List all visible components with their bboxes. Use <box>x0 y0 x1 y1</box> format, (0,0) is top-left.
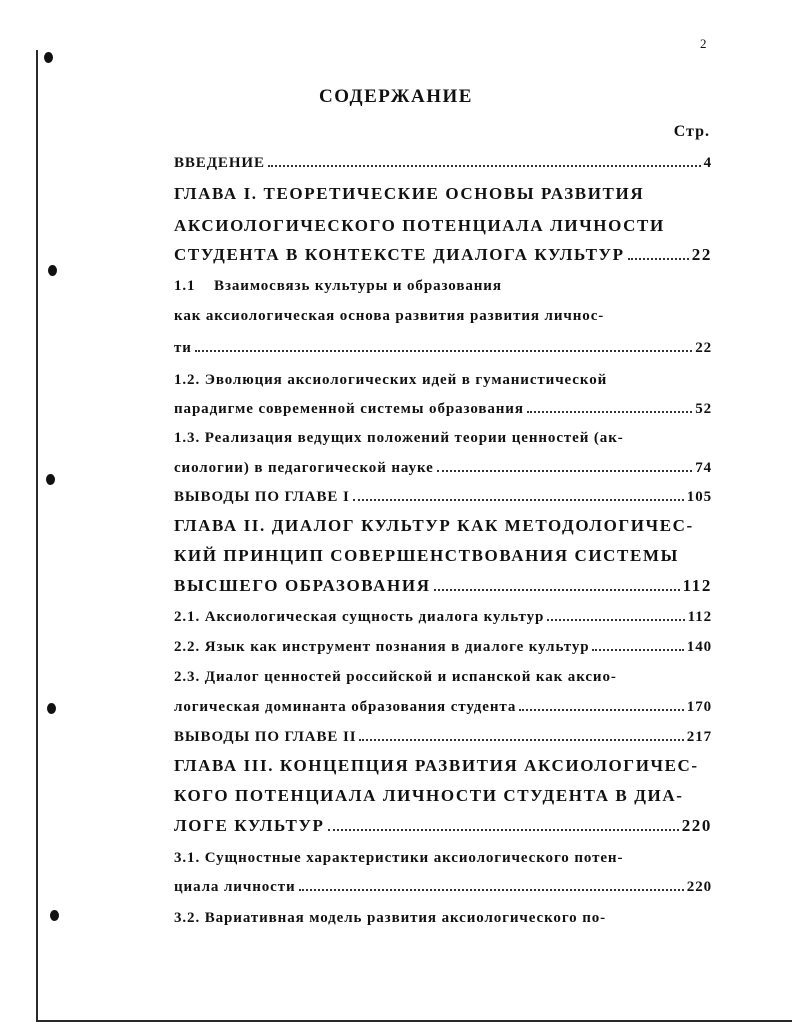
toc-entry-text: ГЛАВА I. ТЕОРЕТИЧЕСКИЕ ОСНОВЫ РАЗВИТИЯ <box>174 184 645 203</box>
dot-leader <box>437 470 692 472</box>
toc-heading-line <box>174 784 712 806</box>
toc-entry <box>174 484 712 506</box>
punch-hole-mark <box>44 52 53 63</box>
toc-entry-page: 140 <box>686 639 712 655</box>
punch-hole-mark <box>47 703 56 714</box>
punch-hole-mark <box>48 265 57 276</box>
dot-leader <box>353 499 684 501</box>
punch-hole-mark <box>50 910 59 921</box>
toc-entry <box>174 150 712 172</box>
toc-entry-text: сиологии) в педагогической науке <box>174 460 434 476</box>
scan-bottom-edge <box>36 1020 792 1022</box>
toc-entry-text: логическая доминанта образования студента <box>174 699 517 715</box>
dot-leader <box>628 258 689 260</box>
scan-left-edge <box>36 50 38 1022</box>
toc-entry-text: 2.2. Язык как инструмент познания в диалоге культур <box>174 639 590 655</box>
toc-entry <box>174 335 712 357</box>
toc-entry-page: 74 <box>695 460 712 476</box>
toc-entry-text: 2.3. Диалог ценностей российской и испанской как аксио- <box>174 669 617 685</box>
toc-entry-text: ВЫСШЕГО ОБРАЗОВАНИЯ <box>174 576 431 595</box>
toc-entry-page: 170 <box>686 699 712 715</box>
toc-entry-text: 3.2. Вариативная модель развития аксиологического по- <box>174 910 607 926</box>
toc-text-line <box>174 905 712 927</box>
punch-hole-mark <box>46 474 55 485</box>
toc-entry-text: ГЛАВА II. ДИАЛОГ КУЛЬТУР КАК МЕТОДОЛОГИЧЕС- <box>174 516 694 535</box>
page-column-label: Стр. <box>673 123 710 140</box>
toc-text-line <box>174 845 712 867</box>
toc-entry-text: ВЫВОДЫ ПО ГЛАВЕ I <box>174 489 350 505</box>
toc-entry-text: как аксиологическая основа развития развития личнос- <box>174 308 605 324</box>
toc-entry-text: СТУДЕНТА В КОНТЕКСТЕ ДИАЛОГА КУЛЬТУР <box>174 245 625 264</box>
dot-leader <box>592 649 683 651</box>
toc-entry <box>174 874 712 896</box>
toc-entry <box>174 396 712 418</box>
toc-entry-text: 3.1. Сущностные характеристики аксиологического потен- <box>174 850 624 866</box>
toc-heading-line <box>174 754 712 776</box>
dot-leader <box>359 739 683 741</box>
toc-entry-page: 220 <box>681 816 712 835</box>
toc-entry <box>174 604 712 626</box>
toc-entry-page: 220 <box>686 879 712 895</box>
dot-leader <box>299 889 684 891</box>
toc-text-line <box>174 303 712 325</box>
toc-text-line <box>174 367 712 389</box>
toc-text-line <box>174 273 712 295</box>
dot-leader <box>328 829 679 831</box>
toc-entry-text: парадигме современной системы образования <box>174 401 524 417</box>
toc-entry <box>174 634 712 656</box>
toc-entry-page: 22 <box>691 245 712 264</box>
dot-leader <box>268 165 701 167</box>
toc-entry-text: 1.1 Взаимосвязь культуры и образования <box>174 278 502 294</box>
toc-entry-text: ЛОГЕ КУЛЬТУР <box>174 816 325 835</box>
toc-entry <box>174 724 712 746</box>
toc-entry-text: 1.2. Эволюция аксиологических идей в гуманистической <box>174 372 608 388</box>
toc-entry-page: 52 <box>695 401 712 417</box>
dot-leader <box>527 411 692 413</box>
toc-entry-page: 22 <box>695 340 712 356</box>
page-number: 2 <box>700 36 707 51</box>
toc-heading-line <box>174 514 712 536</box>
toc-entry <box>174 455 712 477</box>
toc-entry-text: циала личности <box>174 879 296 895</box>
toc-text-line <box>174 664 712 686</box>
dot-leader <box>434 589 680 591</box>
dot-leader <box>547 619 684 621</box>
dot-leader <box>519 709 684 711</box>
toc-entry <box>174 574 712 596</box>
toc-entry-text: ВВЕДЕНИЕ <box>174 155 265 171</box>
toc-entry-page: 217 <box>686 729 712 745</box>
toc-entry-page: 105 <box>686 489 712 505</box>
toc-entry-page: 4 <box>703 155 712 171</box>
toc-heading-line <box>174 182 712 204</box>
toc-entry <box>174 243 712 265</box>
toc-entry-text: АКСИОЛОГИЧЕСКОГО ПОТЕНЦИАЛА ЛИЧНОСТИ <box>174 216 665 235</box>
toc-entry <box>174 694 712 716</box>
toc-entry-text: 2.1. Аксиологическая сущность диалога культур <box>174 609 545 625</box>
toc-entry-text: ГЛАВА III. КОНЦЕПЦИЯ РАЗВИТИЯ АКСИОЛОГИЧЕС- <box>174 756 699 775</box>
toc-entry-text: ВЫВОДЫ ПО ГЛАВЕ II <box>174 729 357 745</box>
toc-entry <box>174 814 712 836</box>
toc-entry-text: ти <box>174 340 192 356</box>
dot-leader <box>195 350 692 352</box>
toc-heading-line <box>174 214 712 236</box>
toc-entry-page: 112 <box>687 609 712 625</box>
toc-heading-line <box>174 544 712 566</box>
toc-entry-page: 112 <box>682 576 712 595</box>
toc-entry-text: КИЙ ПРИНЦИП СОВЕРШЕНСТВОВАНИЯ СИСТЕМЫ <box>174 546 679 565</box>
toc-title: СОДЕРЖАНИЕ <box>319 86 473 107</box>
toc-text-line <box>174 425 712 447</box>
toc-entry-text: 1.3. Реализация ведущих положений теории ценностей (ак- <box>174 430 624 446</box>
toc-entry-text: КОГО ПОТЕНЦИАЛА ЛИЧНОСТИ СТУДЕНТА В ДИА- <box>174 786 684 805</box>
